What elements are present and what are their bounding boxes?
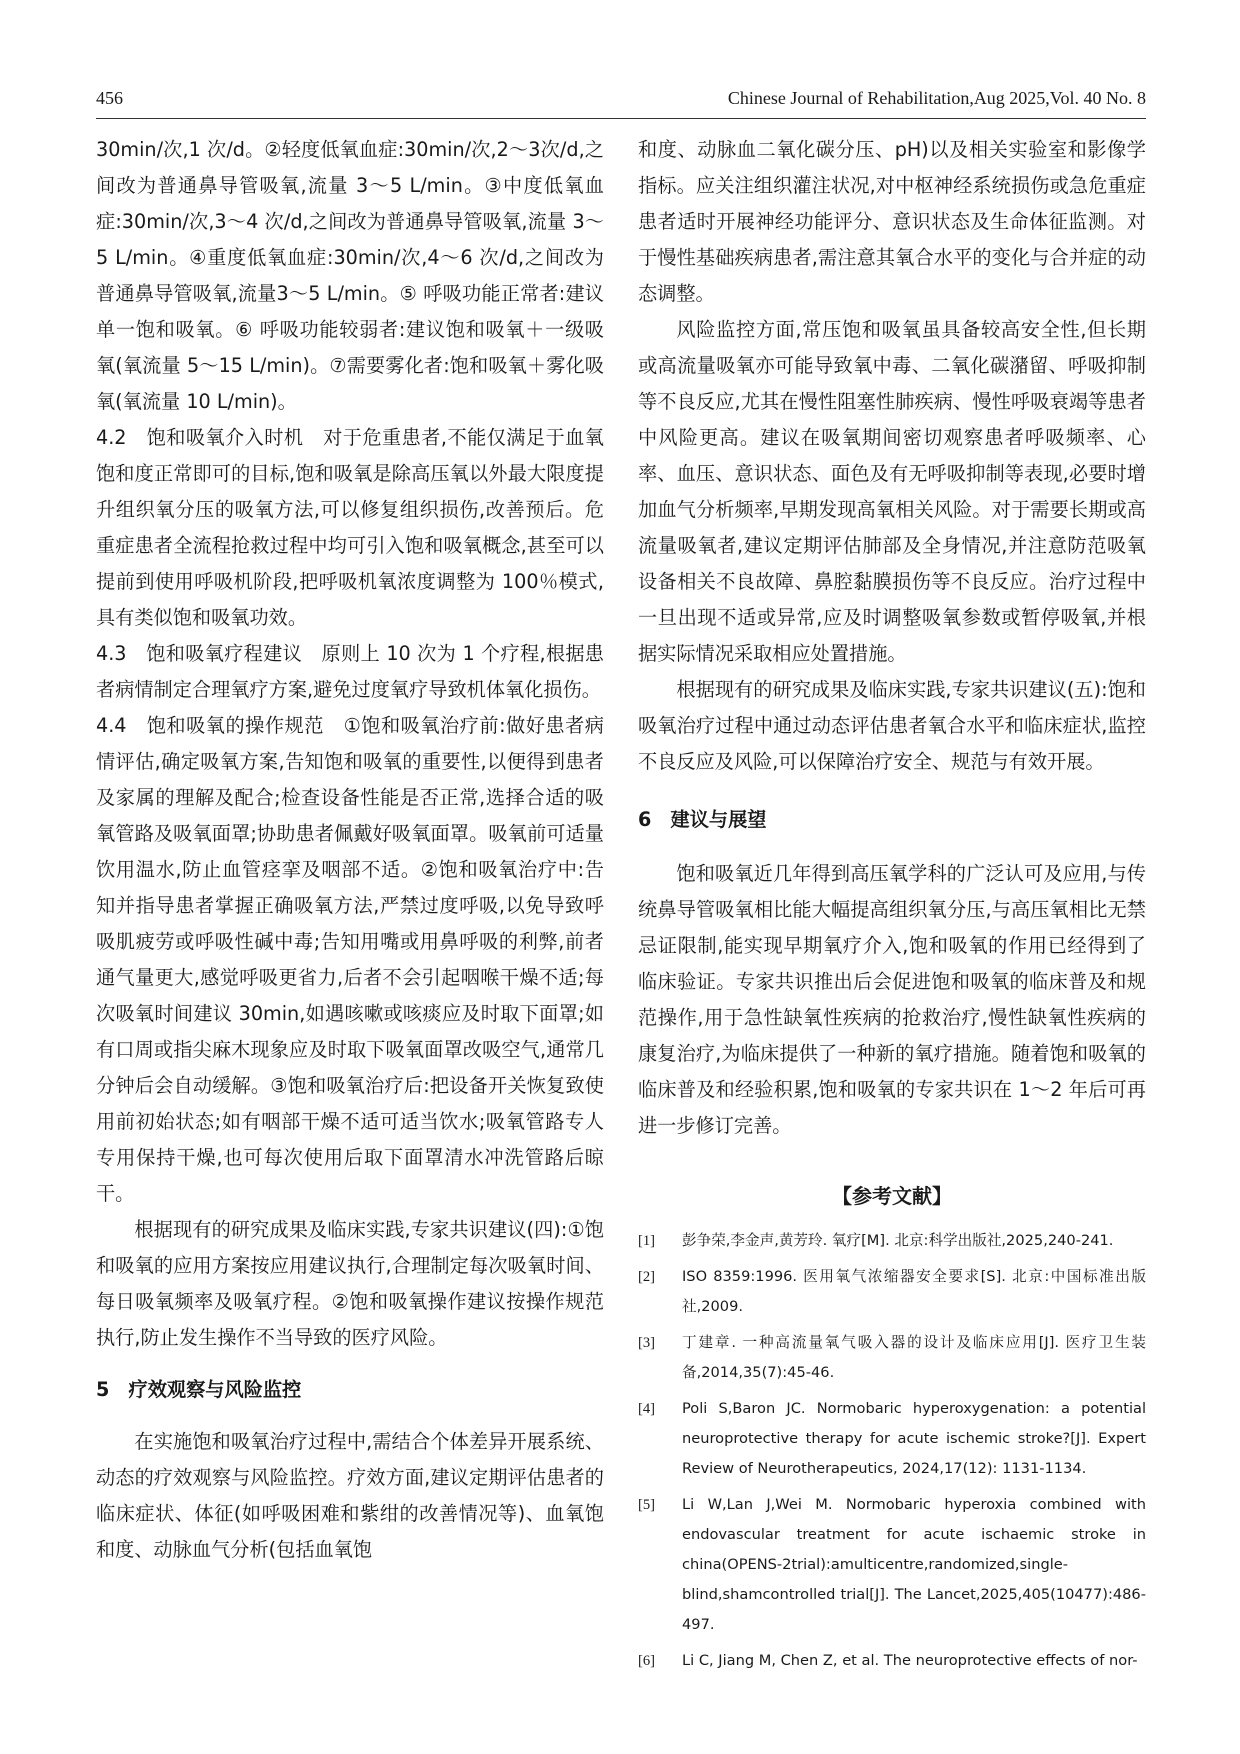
reference-number: [4] [638, 1401, 656, 1417]
reference-text: Li C, Jiang M, Chen Z, et al. The neuroprotective effects of nor- [682, 1652, 1138, 1669]
paragraph-risk-monitoring: 风险监控方面,常压饱和吸氧虽具备较高安全性,但长期或高流量吸氧亦可能导致氧中毒、二氧化碳潴留、呼吸抑制等不良反应,尤其在慢性阻塞性肺疾病、慢性呼吸衰竭等患者中风险更高。建议在吸氧期间密切观察患者呼吸频率、心率、血压、意识状态、面色及有无呼吸抑制等表现,必要时增加血气分析频率,早期发现高氧相关风险。对于需要长期或高流量吸氧者,建议定期评估肺部及全身情况,并注意防范吸氧设备相关不良故障、鼻腔黏膜损伤等不良反应。治疗过程中一旦出现不适或异常,应及时调整吸氧参数或暂停吸氧,并根据实际情况采取相应处置措施。 [638, 318, 1146, 665]
section-6-heading: 6 建议与展望 [638, 808, 767, 831]
reference-item [638, 1226, 1146, 1256]
reference-number: [6] [638, 1653, 656, 1669]
paragraph-efficacy-observation: 在实施饱和吸氧治疗过程中,需结合个体差异开展系统、动态的疗效观察与风险监控。疗效方面,建议定期评估患者的临床症状、体征(如呼吸困难和紫绀的改善情况等)、血氧饱和度、动脉血气分析(包括血氧饱 [96, 1430, 604, 1561]
reference-text: 彭争荣,李金声,黄芳玲. 氧疗[M]. 北京:科学出版社,2025,240-241. [682, 1232, 1114, 1249]
reference-item [638, 1328, 1146, 1388]
paragraph-4-2-timing: 4.2 饱和吸氧介入时机 对于危重患者,不能仅满足于血氧饱和度正常即可的目标,饱和吸氧是除高压氧以外最大限度提升组织氧分压的吸氧方法,可以修复组织损伤,改善预后。危重症患者全流程抢救过程中均可引入饱和吸氧概念,甚至可以提前到使用呼吸机阶段,把呼吸机氧浓度调整为 100％模式,具有类似饱和吸氧功效。 [96, 426, 604, 629]
paragraph-efficacy-cont: 和度、动脉血二氧化碳分压、pH)以及相关实验室和影像学指标。应关注组织灌注状况,对中枢神经系统损伤或急危重症患者适时开展神经功能评分、意识状态及生命体征监测。对于慢性基础疾病患者,需注意其氧合水平的变化与合并症的动态调整。 [638, 138, 1146, 305]
references-title: 【参考文献】 [832, 1184, 952, 1208]
reference-number: [1] [638, 1233, 656, 1249]
reference-text: ISO 8359:1996. 医用氧气浓缩器安全要求[S]. 北京:中国标准出版社,2009. [682, 1268, 1146, 1315]
reference-number: [5] [638, 1497, 656, 1513]
header-rule [96, 118, 1146, 119]
reference-text: Li W,Lan J,Wei M. Normobaric hyperoxia combined with endovascular treatment for acute ischaemic stroke in china(OPENS-2trial):amulticentre,randomized,single-blind,shamcontrolled trial[J]. The Lancet,2025,405(10477):486-497. [682, 1496, 1146, 1633]
reference-text: Poli S,Baron JC. Normobaric hyperoxygenation: a potential neuroprotective therapy for acute ischemic stroke?[J]. Expert Review of Neurotherapeutics, 2024,17(12): 1131-1134. [682, 1400, 1146, 1477]
paragraph-consensus-4: 根据现有的研究成果及临床实践,专家共识建议(四):①饱和吸氧的应用方案按应用建议执行,合理制定每次吸氧时间、每日吸氧频率及吸氧疗程。②饱和吸氧操作建议按操作规范执行,防止发生操作不当导致的医疗风险。 [96, 1218, 604, 1349]
reference-item [638, 1262, 1146, 1322]
reference-item [638, 1490, 1146, 1640]
section-5-heading: 5 疗效观察与风险监控 [96, 1378, 302, 1401]
paragraph-consensus-5: 根据现有的研究成果及临床实践,专家共识建议(五):饱和吸氧治疗过程中通过动态评估患者氧合水平和临床症状,监控不良反应及风险,可以保障治疗安全、规范与有效开展。 [638, 678, 1146, 773]
right-column [638, 132, 1146, 1682]
reference-item [638, 1394, 1146, 1484]
paragraph-oxygen-schemes: 30min/次,1 次/d。②轻度低氧血症:30min/次,2～3次/d,之间改为普通鼻导管吸氧,流量 3～5 L/min。③中度低氧血症:30min/次,3～4 次/d,之间改为普通鼻导管吸氧,流量 3～5 L/min。④重度低氧血症:30min/次,4～6 次/d,之间改为普通鼻导管吸氧,流量3～5 L/min。⑤ 呼吸功能正常者:建议单一饱和吸氧。⑥ 呼吸功能较弱者:建议饱和吸氧＋一级吸氧(氧流量 5～15 L/min)。⑦需要雾化者:饱和吸氧＋雾化吸氧(氧流量 10 L/min)。 [96, 138, 604, 413]
running-header [96, 88, 1146, 116]
paragraph-outlook: 饱和吸氧近几年得到高压氧学科的广泛认可及应用,与传统鼻导管吸氧相比能大幅提高组织氧分压,与高压氧相比无禁忌证限制,能实现早期氧疗介入,饱和吸氧的作用已经得到了临床验证。专家共识推出后会促进饱和吸氧的临床普及和规范操作,用于急性缺氧性疾病的抢救治疗,慢性缺氧性疾病的康复治疗,为临床提供了一种新的氧疗措施。随着饱和吸氧的临床普及和经验积累,饱和吸氧的专家共识在 1～2 年后可再进一步修订完善。 [638, 862, 1146, 1137]
paragraph-4-3-course: 4.3 饱和吸氧疗程建议 原则上 10 次为 1 个疗程,根据患者病情制定合理氧疗方案,避免过度氧疗导致机体氧化损伤。 [96, 642, 604, 701]
reference-number: [2] [638, 1269, 656, 1285]
page-number: 456 [96, 88, 123, 108]
reference-number: [3] [638, 1335, 656, 1351]
reference-item [638, 1646, 1146, 1676]
reference-list [638, 1226, 1146, 1676]
reference-text: 丁建章. 一种高流量氧气吸入器的设计及临床应用[J]. 医疗卫生装备,2014,35(7):45-46. [682, 1334, 1146, 1381]
journal-citation: Chinese Journal of Rehabilitation,Aug 2025,Vol. 40 No. 8 [727, 88, 1146, 108]
left-column [96, 132, 604, 1568]
paragraph-4-4-procedure: 4.4 饱和吸氧的操作规范 ①饱和吸氧治疗前:做好患者病情评估,确定吸氧方案,告知饱和吸氧的重要性,以便得到患者及家属的理解及配合;检查设备性能是否正常,选择合适的吸氧管路及吸氧面罩;协助患者佩戴好吸氧面罩。吸氧前可适量饮用温水,防止血管痉挛及咽部不适。②饱和吸氧治疗中:告知并指导患者掌握正确吸氧方法,严禁过度呼吸,以免导致呼吸肌疲劳或呼吸性碱中毒;告知用嘴或用鼻呼吸的利弊,前者通气量更大,感觉呼吸更省力,后者不会引起咽喉干燥不适;每次吸氧时间建议 30min,如遇咳嗽或咳痰应及时取下面罩;如有口周或指尖麻木现象应及时取下吸氧面罩改吸空气,通常几分钟后会自动缓解。③饱和吸氧治疗后:把设备开关恢复致使用前初始状态;如有咽部干燥不适可适当饮水;吸氧管路专人专用保持干燥,也可每次使用后取下面罩清水冲洗管路后晾干。 [96, 714, 604, 1205]
